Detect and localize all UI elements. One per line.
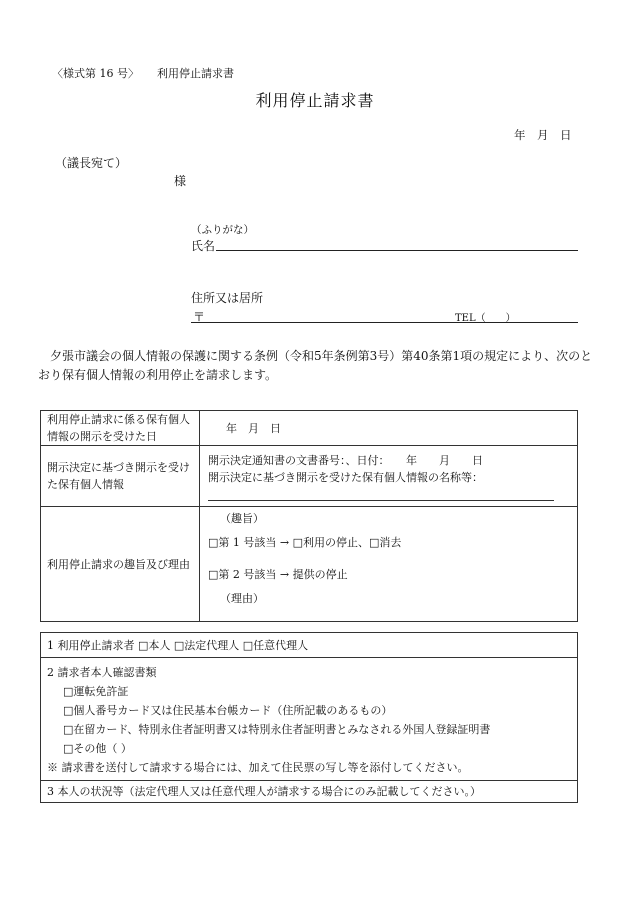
- reason-heading: （理由）: [220, 592, 264, 605]
- purpose-reason-label: 利用停止請求の趣旨及び理由: [41, 507, 200, 622]
- addressee: （議長宛て）: [55, 156, 128, 170]
- table-row: [41, 411, 578, 446]
- name-label: 氏名: [191, 239, 216, 253]
- doc-residence-card[interactable]: □在留カード、特別永住者証明書又は特別永住者証明書とみなされる外国人登録証明書: [63, 723, 491, 736]
- disclosure-date-value[interactable]: [200, 411, 578, 446]
- purpose-heading: （趣旨）: [220, 512, 264, 525]
- purpose-reason-value[interactable]: [200, 507, 578, 622]
- table-row: [41, 507, 578, 622]
- date-field: 年 月 日: [514, 128, 572, 142]
- table-row: [41, 446, 578, 507]
- form-name: 利用停止請求書: [157, 67, 234, 80]
- address-label: 住所又は居所: [191, 291, 264, 305]
- doc-other[interactable]: □その他（ ）: [63, 742, 132, 755]
- request-details-table: [40, 410, 578, 622]
- info-name-input-line[interactable]: [208, 486, 554, 501]
- requester-info-table: [40, 632, 578, 803]
- doc-drivers-license[interactable]: □運転免許証: [63, 685, 129, 698]
- doc-my-number-card[interactable]: □個人番号カード又は住民基本台帳カード（住所記載のあるもの）: [63, 704, 393, 717]
- table-row: [41, 781, 578, 803]
- form-number: 〈様式第 16 号〉: [52, 67, 139, 80]
- id-documents-cell: [41, 658, 578, 781]
- info-name-line: 開示決定に基づき開示を受けた保有個人情報の名称等：: [208, 470, 483, 484]
- address-input-line[interactable]: [191, 312, 578, 323]
- notice-number-line: 開示決定通知書の文書番号：、日付： 年 月 日: [208, 453, 483, 467]
- table-row: [41, 633, 578, 658]
- name-input-line[interactable]: [216, 240, 578, 251]
- disclosed-info-label: 開示決定に基づき開示を受けた保有個人情報: [41, 446, 200, 507]
- request-statement: 夕張市議会の個人情報の保護に関する条例（令和5年条例第3号）第40条第1項の規定により、次のとおり保有個人情報の利用停止を請求します。: [38, 349, 593, 382]
- id-documents-heading: 2 請求者本人確認書類: [47, 666, 157, 679]
- mail-request-note: ※ 請求書を送付して請求する場合には、加えて住民票の写し等を添付してください。: [47, 761, 469, 774]
- requester-type-row[interactable]: 1 利用停止請求者 □本人 □法定代理人 □任意代理人: [41, 633, 578, 658]
- disclosed-info-value[interactable]: [200, 446, 578, 507]
- option-clause-1[interactable]: □第 1 号該当 → □利用の停止、□消去: [208, 536, 402, 549]
- tel-label: TEL（ ）: [455, 313, 516, 324]
- postal-mark: 〒: [193, 310, 206, 324]
- form-number-line: [52, 65, 234, 81]
- option-clause-2[interactable]: □第 2 号該当 → 提供の停止: [208, 568, 348, 581]
- table-row: [41, 658, 578, 781]
- document-title: 利用停止請求書: [255, 91, 375, 110]
- honorific-sama: 様: [174, 174, 187, 188]
- furigana-label: （ふりがな）: [191, 224, 254, 236]
- disclosure-date-text: 年 月 日: [226, 421, 281, 435]
- disclosure-date-label: 利用停止請求に係る保有個人情報の開示を受けた日: [41, 411, 200, 446]
- representative-status-row[interactable]: 3 本人の状況等（法定代理人又は任意代理人が請求する場合にのみ記載してください。）: [41, 781, 578, 803]
